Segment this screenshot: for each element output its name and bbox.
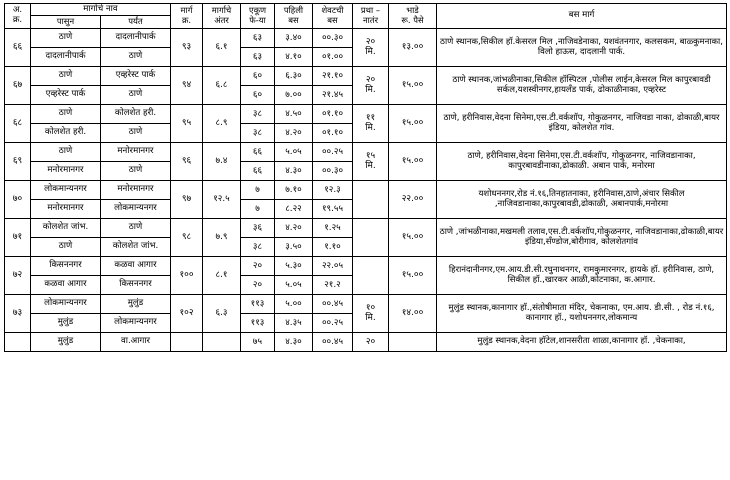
cell-travel-time: २०	[353, 332, 389, 351]
cell-last-bus: १२.३	[313, 180, 353, 199]
table-row	[5, 142, 727, 161]
cell-trips: २०	[241, 256, 275, 275]
header-sr-no	[5, 4, 31, 29]
cell-from: मुलुंड	[31, 332, 101, 351]
cell-to: ठाणे	[101, 85, 171, 104]
cell-last-bus: २१.४५	[313, 85, 353, 104]
cell-last-bus: २२.०५	[313, 256, 353, 275]
header-distance-line1: मार्गाचे	[211, 5, 232, 16]
table-row	[5, 294, 727, 313]
table-row	[5, 332, 727, 351]
header-total-trips	[241, 4, 275, 29]
cell-to: ठाणे	[101, 161, 171, 180]
cell-last-bus: ०१.१०	[313, 123, 353, 142]
cell-first-bus: ७.००	[275, 85, 313, 104]
header-first-bus	[275, 4, 313, 29]
header-route-no	[171, 4, 203, 29]
header-fare	[389, 4, 437, 29]
cell-first-bus: ३.४०	[275, 28, 313, 47]
cell-last-bus: ००.४५	[313, 294, 353, 313]
cell-trips: ६३	[241, 47, 275, 66]
cell-to: मुलुंड	[101, 294, 171, 313]
cell-to: कळवा आगार	[101, 256, 171, 275]
cell-to: कोलशेत हरी.	[101, 104, 171, 123]
header-route-name-group: मार्गाचे नाव	[31, 4, 171, 16]
cell-route-no: ९६	[171, 142, 203, 180]
cell-travel-time	[353, 180, 389, 218]
table-row	[5, 104, 727, 123]
cell-distance: १२.५	[203, 180, 241, 218]
cell-route-no: ९८	[171, 218, 203, 256]
cell-route-no: १०२	[171, 294, 203, 332]
cell-last-bus: ००.२५	[313, 142, 353, 161]
cell-last-bus: ००.४५	[313, 332, 353, 351]
cell-last-bus: ०१.००	[313, 47, 353, 66]
cell-travel-time-line1: १५	[365, 150, 376, 161]
cell-fare: १४.००	[389, 294, 437, 332]
cell-travel-time-line2: मि.	[365, 123, 376, 134]
cell-first-bus: ८.२२	[275, 199, 313, 218]
cell-travel-time-line1: ११	[365, 112, 376, 123]
cell-sr-no: ७०	[5, 180, 31, 218]
cell-from: ठाणे	[31, 104, 101, 123]
cell-from: कोलशेत हरी.	[31, 123, 101, 142]
cell-fare: १५.००	[389, 104, 437, 142]
cell-fare: १५.००	[389, 256, 437, 294]
cell-trips: ६०	[241, 66, 275, 85]
cell-first-bus: ७.१०	[275, 180, 313, 199]
cell-to: ठाणे	[101, 218, 171, 237]
cell-sr-no: ६८	[5, 104, 31, 142]
table-header	[5, 4, 727, 29]
cell-last-bus: १.२५	[313, 218, 353, 237]
cell-trips: ७५	[241, 332, 275, 351]
cell-travel-time	[353, 294, 389, 332]
cell-trips: ६६	[241, 161, 275, 180]
table-row	[5, 180, 727, 199]
cell-bus-path: ठाणे ,जांभळीनाका,मखमली तलाव,एस.टी.वर्कशॉप,गोकुळनगर, नाजिवडानाका,ढोकाळी,बायर इंडिया,सँण्डोज,बोरीगाव, कोलशेतगांव	[437, 218, 727, 256]
cell-distance: ८.९	[203, 104, 241, 142]
cell-bus-path: ठाणे स्थानक,जांभळीनाका,सिकील हॉस्पिटल ,पोलीस लाईन,केसरल मिल कापुरबावडी सर्कल,यशस्वीनगर,हायलँड पार्क, ढोकाळीनाका, एव्हरेस्ट	[437, 66, 727, 104]
cell-last-bus: ०१.१०	[313, 104, 353, 123]
cell-last-bus: १.१०	[313, 237, 353, 256]
cell-to: मनोरमानगर	[101, 180, 171, 199]
cell-trips: ११३	[241, 294, 275, 313]
header-travel-time-line1: प्रथा –	[360, 5, 381, 16]
cell-to: किसननगर	[101, 275, 171, 294]
cell-from: मुलुंड	[31, 313, 101, 332]
cell-bus-path: हिरानंदानीनगर,एम.आय.डी.सी.रघुनाथनगर, रामकुमारनगर, हायके हॉ. हरीनिवास, ठाणे, सिकील हॉ.,खारकर आळी,कोटनाका, क.आगार.	[437, 256, 727, 294]
cell-trips: ३८	[241, 237, 275, 256]
cell-trips: ६०	[241, 85, 275, 104]
cell-from: लोकमान्यनगर	[31, 294, 101, 313]
cell-distance: ८.१	[203, 256, 241, 294]
cell-travel-time-line1: १०	[365, 302, 376, 313]
cell-travel-time	[353, 256, 389, 294]
cell-from: ठाणे	[31, 237, 101, 256]
cell-sr-no: ७१	[5, 218, 31, 256]
header-distance-line2: अंतर	[214, 14, 229, 25]
cell-trips: ३८	[241, 123, 275, 142]
cell-last-bus: २१.१०	[313, 66, 353, 85]
cell-first-bus: ५.३०	[275, 256, 313, 275]
cell-first-bus: ५.००	[275, 294, 313, 313]
cell-travel-time-line2: मि.	[365, 161, 376, 172]
cell-trips: २०	[241, 275, 275, 294]
cell-from: ठाणे	[31, 142, 101, 161]
header-total-trips-line1: एकूण	[248, 5, 267, 16]
cell-travel-time	[353, 104, 389, 142]
cell-to: ठाणे	[101, 123, 171, 142]
cell-trips: ७	[241, 180, 275, 199]
header-first-bus-line1: पहिली	[283, 5, 304, 16]
cell-first-bus: ५.०५	[275, 275, 313, 294]
cell-trips: ६३	[241, 28, 275, 47]
cell-from: ठाणे	[31, 66, 101, 85]
cell-distance: ७.४	[203, 142, 241, 180]
cell-first-bus: ६.३०	[275, 66, 313, 85]
cell-fare	[389, 332, 437, 351]
cell-distance: ७.९	[203, 218, 241, 256]
cell-sr-no	[5, 332, 31, 351]
table-body	[5, 28, 727, 351]
cell-route-no	[171, 332, 203, 351]
cell-trips: ३८	[241, 104, 275, 123]
cell-sr-no: ७३	[5, 294, 31, 332]
cell-fare: १३.००	[389, 28, 437, 66]
cell-distance: ६.८	[203, 66, 241, 104]
header-row-1	[5, 4, 727, 16]
cell-to: एव्हरेस्ट पार्क	[101, 66, 171, 85]
cell-last-bus: ००.३०	[313, 161, 353, 180]
cell-fare: १५.००	[389, 218, 437, 256]
cell-from: लोकमान्यनगर	[31, 180, 101, 199]
header-to: पर्यंत	[101, 16, 171, 28]
cell-travel-time-line2: मि.	[365, 313, 376, 324]
cell-last-bus: २१.२	[313, 275, 353, 294]
cell-first-bus: ४.३०	[275, 161, 313, 180]
cell-travel-time	[353, 66, 389, 104]
cell-first-bus: ४.१०	[275, 47, 313, 66]
table-row	[5, 66, 727, 85]
header-bus-path: बस मार्ग	[437, 4, 727, 29]
cell-travel-time	[353, 142, 389, 180]
cell-sr-no: ६६	[5, 28, 31, 66]
document-page	[0, 3, 730, 480]
cell-from: मनोरमानगर	[31, 199, 101, 218]
cell-distance: ६.१	[203, 28, 241, 66]
cell-from: एव्हरेस्ट पार्क	[31, 85, 101, 104]
cell-from: मनोरमानगर	[31, 161, 101, 180]
cell-from: दादलानीपार्क	[31, 47, 101, 66]
cell-to: दादलानीपार्क	[101, 28, 171, 47]
cell-fare: १५.००	[389, 66, 437, 104]
table-row	[5, 256, 727, 275]
cell-sr-no: ७२	[5, 256, 31, 294]
header-last-bus-line1: शेवटची	[321, 5, 344, 16]
cell-last-bus: ००.३०	[313, 28, 353, 47]
cell-travel-time-line1: २०	[365, 36, 376, 47]
cell-last-bus: ००.२५	[313, 313, 353, 332]
cell-trips: ६६	[241, 142, 275, 161]
cell-first-bus: ४.३०	[275, 332, 313, 351]
cell-last-bus: १९.५५	[313, 199, 353, 218]
cell-from: कोलशेत जांभ.	[31, 218, 101, 237]
cell-trips: ७	[241, 199, 275, 218]
header-travel-time-line2: नातंर	[362, 14, 379, 25]
header-fare-line2: रू. पैसे	[401, 14, 424, 25]
cell-travel-time	[353, 218, 389, 256]
header-sr-no-line2: क्र.	[12, 14, 23, 25]
cell-route-no: ९३	[171, 28, 203, 66]
cell-bus-path: ठाणे, हरीनिवास,वेदना सिनेमा,एस.टी.वर्कशॉप, गोकुळनगर, नाजिवडानाका, कापुरबावडीनाका,ढोकाळी. अबान पार्क, मनोरमा	[437, 142, 727, 180]
cell-to: मनोरमानगर	[101, 142, 171, 161]
cell-route-no: १००	[171, 256, 203, 294]
cell-route-no: ९७	[171, 180, 203, 218]
cell-first-bus: ४.५०	[275, 104, 313, 123]
header-sr-no-line1: अ.	[12, 4, 23, 15]
cell-fare: १५.००	[389, 142, 437, 180]
header-route-no-line1: मार्ग	[180, 5, 193, 16]
cell-trips: ३६	[241, 218, 275, 237]
table-row	[5, 28, 727, 47]
cell-travel-time	[353, 28, 389, 66]
cell-to: लोकमान्यनगर	[101, 313, 171, 332]
cell-route-no: ९५	[171, 104, 203, 142]
cell-distance	[203, 332, 241, 351]
cell-bus-path: यशोधननगर,रोड नं.१६,तिनहातनाका, हरीनिवास,ठाणे,अंचार सिकील ,नाजिवडानाका,कापुरबावडी,ढोकाळी, अबानपार्क,मनोरमा	[437, 180, 727, 218]
cell-first-bus: ३.५०	[275, 237, 313, 256]
cell-to: वा.आगार	[101, 332, 171, 351]
cell-bus-path: ठाणे स्थानक,सिकील हॉ.केसरल मिल ,नाजिवडेनाका, यशवंतनगार, कलसकम, बाळ्कुमनाका, विलो हाऊस, दादलानी पार्क.	[437, 28, 727, 66]
cell-first-bus: ४.२०	[275, 123, 313, 142]
cell-from: ठाणे	[31, 28, 101, 47]
table-row	[5, 218, 727, 237]
cell-first-bus: ४.२०	[275, 218, 313, 237]
header-last-bus	[313, 4, 353, 29]
cell-first-bus: ४.३५	[275, 313, 313, 332]
cell-to: ठाणे	[101, 47, 171, 66]
cell-travel-time-line2: मि.	[365, 85, 376, 96]
header-first-bus-line2: बस	[288, 14, 299, 25]
header-distance	[203, 4, 241, 29]
bus-route-table	[4, 3, 727, 352]
cell-first-bus: ५.०५	[275, 142, 313, 161]
cell-bus-path: मुलुंड स्थानक,वेदना हॉटेल,शानसरीता शाळा,कानागार हॉ. ,चेकनाका,	[437, 332, 727, 351]
cell-to: कोलशेत जांभ.	[101, 237, 171, 256]
cell-fare: २२.००	[389, 180, 437, 218]
header-fare-line1: भाडे	[406, 5, 419, 16]
header-travel-time	[353, 4, 389, 29]
cell-travel-time-line1: २०	[365, 74, 376, 85]
cell-from: कळवा आगार	[31, 275, 101, 294]
cell-bus-path: ठाणे, हरीनिवास,वेदना सिनेमा,एस.टी.वर्कशॉप, गोकुळनगर, नाजिवडा नाका, ढोकाळी,बायर इंडिया, कोलशेत गांव.	[437, 104, 727, 142]
cell-route-no: ९४	[171, 66, 203, 104]
cell-to: लोकमान्यनगर	[101, 199, 171, 218]
cell-distance: ६.३	[203, 294, 241, 332]
cell-from: किसननगर	[31, 256, 101, 275]
header-from: पासुन	[31, 16, 101, 28]
header-last-bus-line2: बस	[327, 14, 338, 25]
cell-travel-time-line2: मि.	[365, 47, 376, 58]
cell-sr-no: ६७	[5, 66, 31, 104]
header-total-trips-line2: फे-या	[249, 14, 266, 25]
cell-trips: ११३	[241, 313, 275, 332]
cell-bus-path: मुलुंड स्थानक,कानागार हॉ.,संतोषीमाता मंदिर, चेकनाका, एम.आय. डी.सी. , रोड नं.१६, कानागार हॉ., यशोधननगर,लोकमान्य	[437, 294, 727, 332]
cell-sr-no: ६९	[5, 142, 31, 180]
header-route-no-line2: क्र.	[181, 14, 192, 25]
